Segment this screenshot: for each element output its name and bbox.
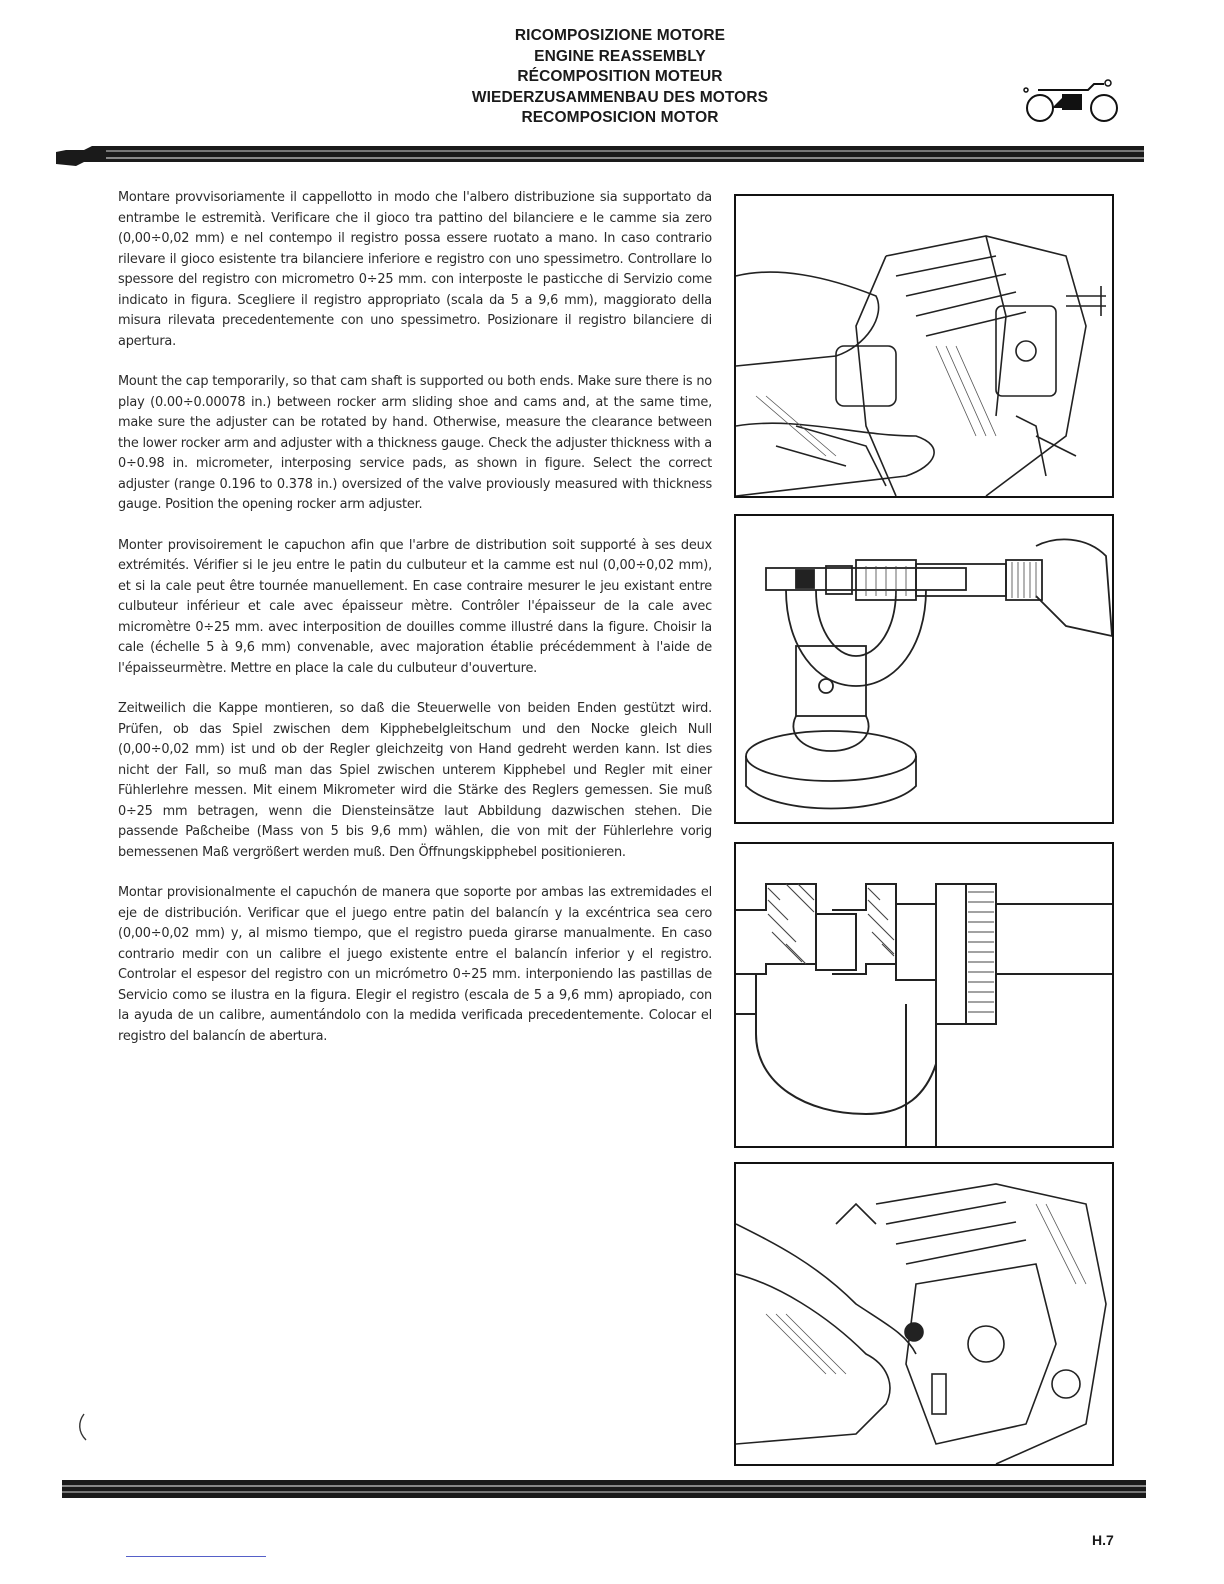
title-french: RÉCOMPOSITION MOTEUR [517,68,723,85]
title-spanish: RECOMPOSICION MOTOR [521,109,719,126]
adjuster-insertion-icon [734,1162,1114,1466]
engine-head-hand-icon [734,194,1114,498]
micrometer-anvil-detail-icon [734,842,1114,1148]
title-german: WIEDERZUSAMMENBAU DES MOTORS [471,88,769,106]
instruction-text [118,188,712,1067]
motorcycle-icon [1018,78,1124,124]
footer-link-line [126,1556,266,1557]
bottom-divider [62,1478,1146,1500]
paragraph-english: Mount the cap temporarily, so that cam shaft is supported ou both ends. Make sure there is no play (0.00÷0.00078 in.) between rocker arm sliding shoe and cams and, at the same time, make sure the adjuster can be rotated by hand. Otherwise, measure the clearance between the lower rocker arm and adjuster with a thickness gauge. Check the adjuster thickness with a 0÷0.98 in. micrometer, interposing service pads, as shown in figure. Select the correct adjuster (range 0.196 to 0.378 in.) oversized of the valve proviously measured with thickness gauge. Position the opening rocker arm adjuster. [118,374,712,512]
section-title-block [380,26,860,129]
micrometer-stand-icon [734,514,1114,824]
title-english: ENGINE REASSEMBLY [534,47,706,65]
paragraph-french: Monter provisoirement le capuchon afin que l'arbre de distribution soit supporté à ses deux extrémités. Vérifier si le jeu entre le patin du culbuteur et la camme est nul (0,00÷0,02 mm), et si la cale peut être tournée manuellement. En case contraire mesurer le jeu existant entre culbuteur inférieur et cale avec épaisseur mètre. Contrôler l'épaisseur de la cale avec micromètre 0÷25 mm. avec interposition de douilles comme illustré dans la figure. Choisir la cale (échelle 5 à 9,6 mm) convenable, avec majoration établie précédemment à l'aide de l'épaisseurmètre. Mettre en place la cale du culbuteur d'ouverture. [118,537,712,676]
paragraph-spanish: Montar provisionalmente el capuchón de manera que soporte por ambas las extremidades el eje de distribución. Verificar que el juego entre patin del balancín y la excéntrica sea cero (0,00÷0,02 mm) y, al mismo tiempo, que el registro pueda girarse manualmente. En caso contrario medir con un calibre el juego existente entre el balancín inferior y el registro. Controlar el espesor del registro con un micrómetro 0÷25 mm. interponiendo las pastillas de Servicio como se ilustra en la figura. Elegir el registro (escala de 5 a 9,6 mm) apropiado, con la ayuda de un calibre, aumentándolo con la medida verificada precedentemente. Colocar el registro del balancín de abertura. [118,885,712,1044]
paragraph-german: Zeitweilich die Kappe montieren, so daß die Steuerwelle von beiden Enden gestützt wird. Prüfen, ob das Spiel zwischen dem Kipphebelgleitschum und den Nocke gleich Null (0,00÷0,02 mm) ist und ob der Regler gleichzeitg von Hand gedreht werden kann. Ist dies nicht der Fall, so muß man das Spiel zwischen unterem Kipphebel und Regler mit einer Fühlerlehre messen. Mit einem Mikrometer wird die Stärke des Reglers gemessen. Sie muß 0÷25 mm betragen, wenn die Diensteinsätze laut Abbildung dazwischen stehen. Die passende Paßcheibe (Mass von 5 bis 9,6 mm) wählen, die von mit der Fühlerlehre vorig bemessenen Maß vergrößert werden muß. Den Öffnungskipphebel positionieren. [118,701,712,860]
top-divider [56,144,1144,166]
page-number: H.7 [1092,1532,1114,1548]
paragraph-italian: Montare provvisoriamente il cappellotto in modo che l'albero distribuzione sia supportato da entrambe le estremità. Verificare che il gioco tra pattino del bilanciere e le camme sia zero (0,00÷0,02 mm) e nel contempo il registro possa essere ruotato a mano. In caso contrario rilevare il gioco esistente tra bilanciere inferiore e registro con uno spessimetro. Controllare lo spessore del registro con micrometro 0÷25 mm. con interposte le pasticche di Servizio come indicato in figura. Scegliere il registro appropriato (scala da 5 a 9,6 mm), maggiorato della misura rilevata precedentemente con uno spessimetro. Posizionare il registro bilanciere di apertura. [118,190,712,349]
title-italian: RICOMPOSIZIONE MOTORE [514,27,726,44]
margin-mark [76,1412,90,1442]
